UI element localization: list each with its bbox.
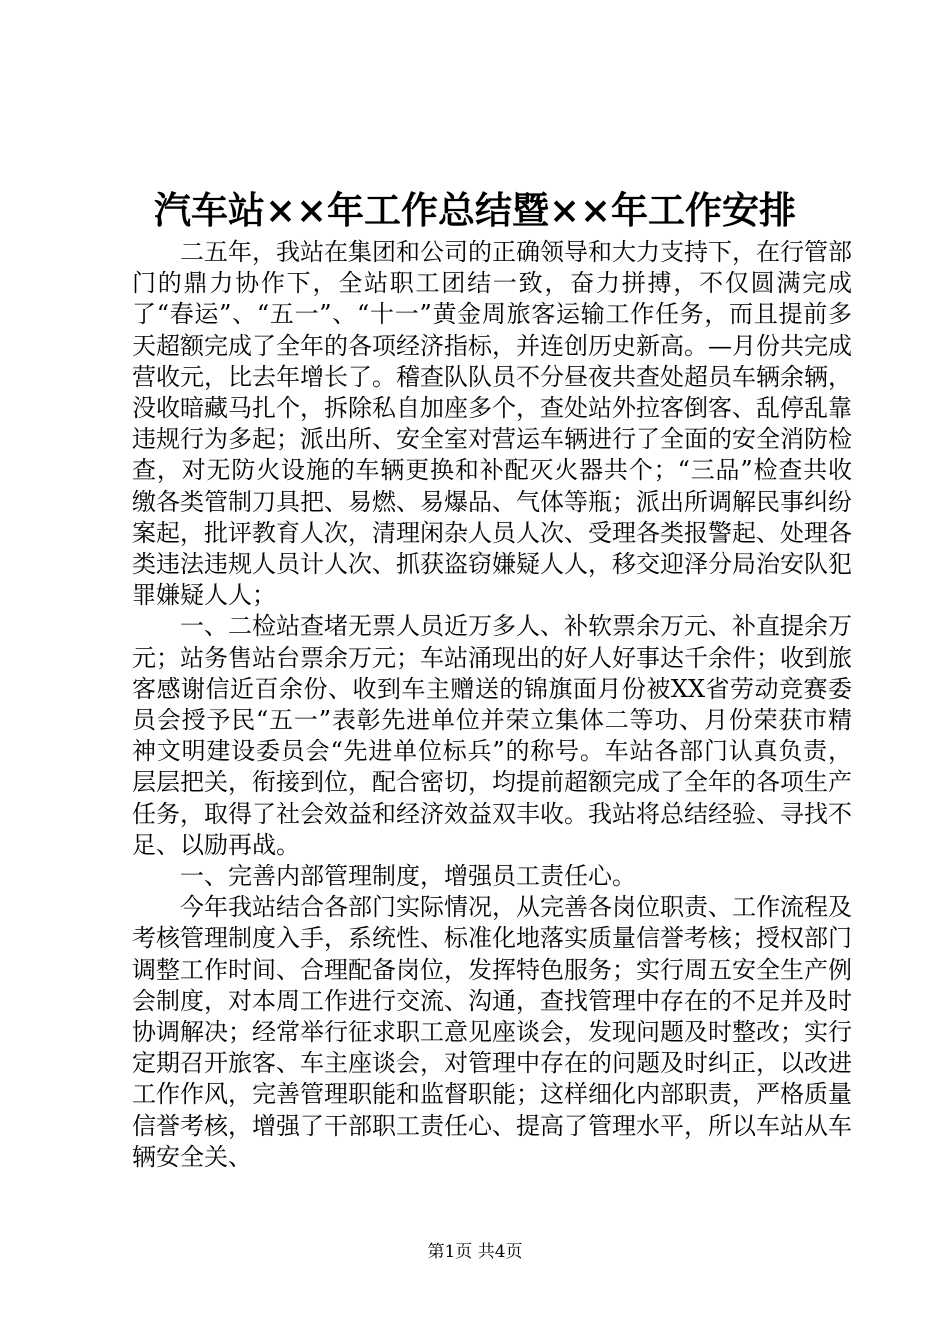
document-title: 汽车站××年工作总结暨××年工作安排 <box>153 188 796 232</box>
paragraph: 今年我站结合各部门实际情况，从完善各岗位职责、工作流程及考核管理制度入手，系统性、标准化地落实质量信誉考核；授权部门调整工作时间、合理配备岗位，发挥特色服务；实行周五安全生产例会制度，对本周工作进行交流、沟通，查找管理中存在的不足并及时协调解决；经常举行征求职工意见座谈会，发现问题及时整改；实行定期召开旅客、车主座谈会，对管理中存在的问题及时纠正，以改进工作作风，完善管理职能和监督职能；这样细化内部职责，严格质量信誉考核，增强了干部职工责任心、提高了管理水平，所以车站从车辆安全关、 <box>132 893 852 1171</box>
page-number-footer: 第1页 共4页 <box>427 1242 523 1262</box>
section-heading: 一、完善内部管理制度，增强员工责任心。 <box>180 862 636 891</box>
paragraph: 二五年，我站在集团和公司的正确领导和大力支持下，在行管部门的鼎力协作下，全站职工团结一致，奋力拼搏，不仅圆满完成了“春运”、“五一”、“十一”黄金周旅客运输工作任务，而且提前多天超额完成了全年的各项经济指标，并连创历史新高。—月份共完成营收元，比去年增长了。稽查队队员不分昼夜共查处超员车辆余辆，没收暗藏马扎个，拆除私自加座多个，查处站外拉客倒客、乱停乱靠违规行为多起；派出所、安全室对营运车辆进行了全面的安全消防检查，对无防火设施的车辆更换和补配灭火器共个；“三品”检查共收缴各类管制刀具把、易燃、易爆品、气体等瓶；派出所调解民事纠纷案起，批评教育人次，清理闲杂人员人次、受理各类报警起、处理各类违法违规人员计人次、抓获盗窃嫌疑人人，移交迎泽分局治安队犯罪嫌疑人人； <box>132 238 852 610</box>
paragraph: 一、二检站查堵无票人员近万多人、补软票余万元、补直提余万元；站务售站台票余万元；车站涌现出的好人好事达千余件；收到旅客感谢信近百余份、收到车主赠送的锦旗面月份被XX省劳动竞赛委员会授予民“五一”表彰先进单位并荣立集体二等功、月份荣获市精神文明建设委员会“先进单位标兵”的称号。车站各部门认真负责，层层把关，衔接到位，配合密切，均提前超额完成了全年的各项生产任务，取得了社会效益和经济效益双丰收。我站将总结经验、寻找不足、以励再战。 <box>132 612 852 859</box>
document-body <box>132 237 852 1173</box>
